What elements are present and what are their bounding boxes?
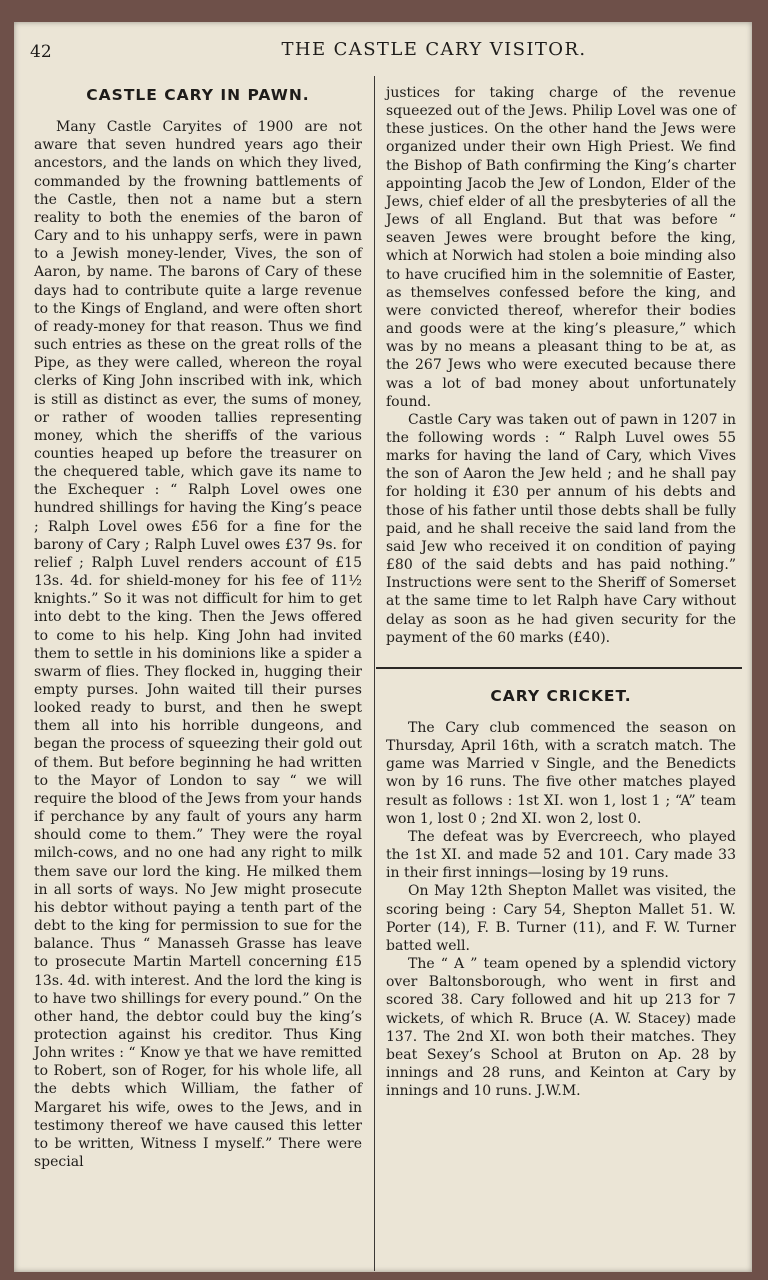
section-divider — [376, 667, 742, 669]
article-title-cricket: CARY CRICKET. — [490, 686, 632, 705]
article-paragraph: The Cary club commenced the season on Thursday, April 16th, with a scratch match. The game was Married v Single, and the Benedicts won by 16 runs. The five other matches played result as follows : 1st XI. won 1, lost 1 ; “A” team won 1, lost 0 ; 2nd XI. won 2, lost 0. — [386, 720, 736, 827]
article-paragraph: The “ A ” team opened by a splendid victory over Baltonsborough, who went in first and scored 38. Cary followed and hit up 213 for 7 wickets, of which R. Bruce (A. W. Stacey) made 137. The 2nd XI. won both their matches. They beat Sexey’s School at Bruton on Ap. 28 by innings and 28 runs, and Keinton at Cary by innings and 10 runs. J.W.M. — [386, 956, 736, 1100]
magazine-page — [14, 22, 752, 1272]
right-column — [386, 84, 736, 1100]
left-column — [34, 84, 362, 1171]
article-paragraph: On May 12th Shepton Mallet was visited, the scoring being : Cary 54, Shepton Mallet 51. W. Porter (14), F. B. Turner (11), and F. W. Turner batted well. — [386, 883, 736, 954]
article-paragraph: Many Castle Caryites of 1900 are not aware that seven hundred years ago their ancestors, and the lands on which they lived, commanded by the frowning battlements of the Castle, then not a name but a stern reality to both the enemies of the baron of Cary and to his unhappy serfs, were in pawn to a Jewish money-lender, Vives, the son of Aaron, by name. The barons of Cary of these days had to contribute quite a large revenue to the Kings of England, and were often short of ready-money for that reason. Thus we find such entries as these on the great rolls of the Pipe, as they were called, whereon the royal clerks of King John inscribed with ink, which is still as distinct as ever, the sums of money, or rather of wooden tallies representing money, which the sheriffs of the various counties heaped up before the treasurer on the chequered table, which gave its name to the Exchequer : “ Ralph Lovel owes one hundred shillings for having the King’s peace ; Ralph Lovel owes £56 for a fine for the barony of Cary ; Ralph Luvel owes £37 9s. for relief ; Ralph Luvel renders account of £15 13s. 4d. for shield-money for his fee of 11½ knights.” So it was not difficult for him to get into debt to the king. Then the Jews offered to come to his help. King John had invited them to settle in his dominions like a spider a swarm of flies. They flocked in, hugging their empty purses. John waited till their purses looked ready to burst, and then he swept them all into his horrible dungeons, and began the process of squeezing their gold out of them. But before beginning he had written to the Mayor of London to say “ we will require the blood of the Jews from your hands if perchance by any fault of yours any harm should come to them.” They were the royal milch-cows, and no one had any right to milk them save our lord the king. He milked them in all sorts of ways. No Jew might prosecute his debtor without paying a tenth part of the debt to the king for permission to sue for the balance. Thus “ Manasseh Grasse has leave to prosecute Martin Martell concerning £15 13s. 4d. with interest. And the lord the king is to have two shillings for every pound.” On the other hand, the debtor could buy the king’s protection against his creditor. Thus King John writes : “ Know ye that we have remitted to Robert, son of Roger, for his whole life, all the debts which William, the father of Margaret his wife, owes to the Jews, and in testimony thereof we have caused this letter to be written, Witness I myself.” There were special — [34, 119, 363, 1171]
article-paragraph: The defeat was by Evercreech, who played the 1st XI. and made 52 and 101. Cary made 33 in their first innings—losing by 19 runs. — [386, 828, 736, 882]
column-rule — [374, 76, 375, 1271]
article-paragraph-continued: justices for taking charge of the revenue squeezed out of the Jews. Philip Lovel was one of these justices. On the other hand the Jews were organized under their own High Priest. We find the Bishop of Bath confirming the King’s charter appointing Jacob the Jew of London, Elder of the Jews, chief elder of all the presbyteries of all the Jews of all England. But that was before “ seaven Jewes were brought before the king, which at Norwich had stolen a boie minding also to have crucified him in the solemnitie of Easter, as themselves confessed before the king, and were convicted thereof, wherefor their bodies and goods were at the king’s pleasure,” which was by no means a pleasant thing to be at, as the 267 Jews who were executed because there was a lot of bad money about unfortunately found. — [386, 85, 736, 410]
running-head: THE CASTLE CARY VISITOR. — [281, 39, 587, 60]
page-number: 42 — [30, 42, 52, 62]
article-paragraph: Castle Cary was taken out of pawn in 1207 in the following words : “ Ralph Luvel owes 55 marks for having the land of Cary, which Vives the son of Aaron the Jew held ; and he shall pay for holding it £30 per annum of his debts and those of his father until those debts shall be fully paid, and he shall receive the said land from the said Jew who received it on condition of paying £80 of the said debts and has paid nothing.” Instructions were sent to the Sheriff of Somerset at the same time to let Ralph have Cary without delay as soon as he had given security for the payment of the 60 marks (£40). — [386, 411, 736, 646]
article-title-pawn: CASTLE CARY IN PAWN. — [86, 86, 310, 104]
